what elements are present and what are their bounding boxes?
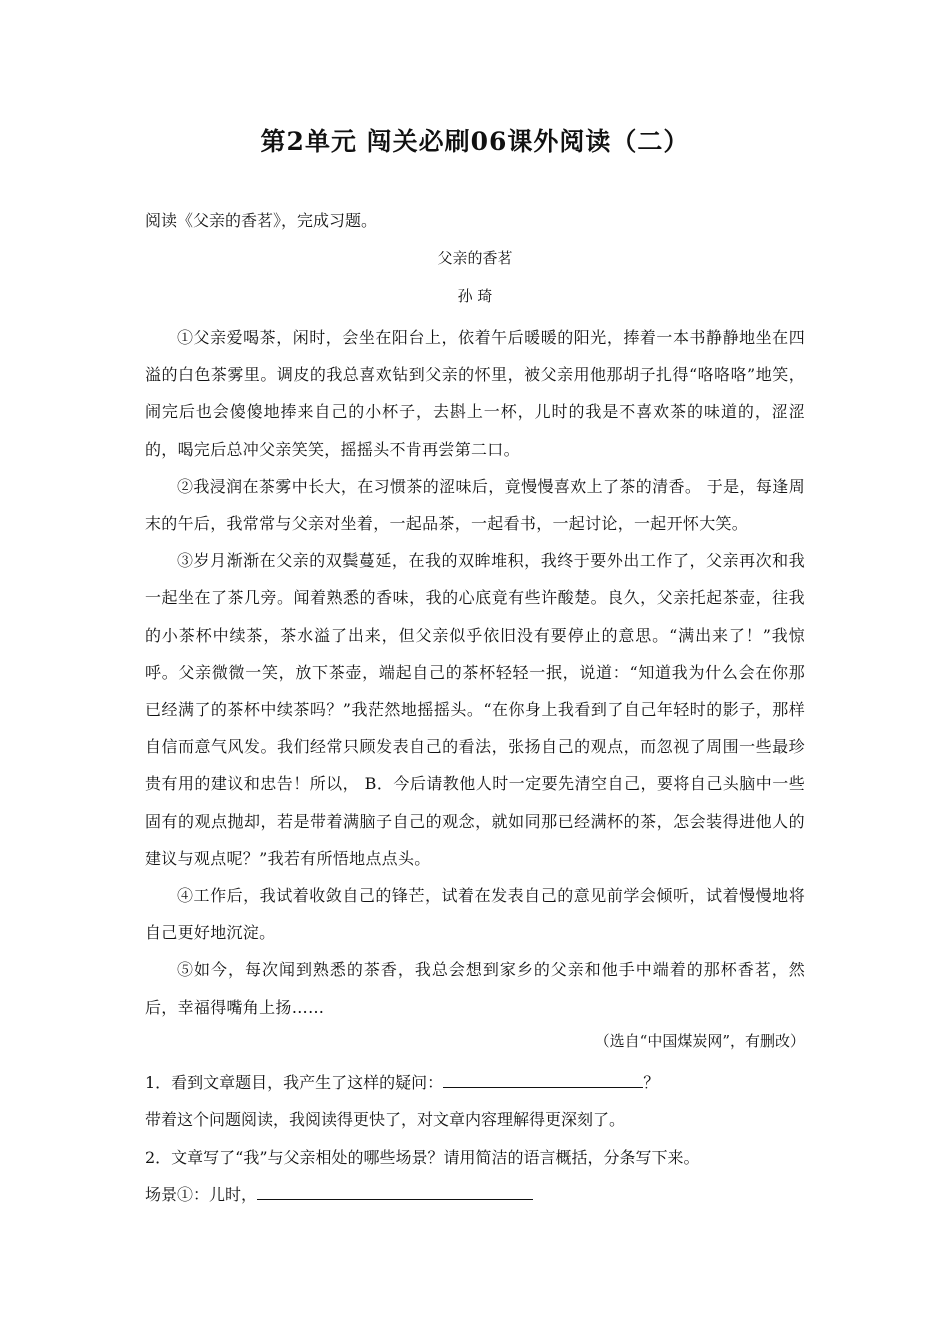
scene-1-label: 场景①：儿时， bbox=[145, 1185, 258, 1204]
article-author: 孙 琦 bbox=[457, 287, 493, 305]
question-1-text: 1．看到文章题目，我产生了这样的疑问： bbox=[145, 1073, 444, 1092]
scene-1-line bbox=[145, 1182, 533, 1205]
page-title: 第2单元 闯关必刷06课外阅读（二） bbox=[260, 127, 690, 156]
article-source: （选自“中国煤炭网”，有删改） bbox=[594, 1032, 805, 1050]
article-paragraph-4: ④工作后，我试着收敛自己的锋芒，试着在发表自己的意见前学会倾听，试着慢慢地将自己更好地沉淀。 bbox=[145, 886, 805, 943]
reading-instruction: 阅读《父亲的香茗》，完成习题。 bbox=[145, 211, 378, 230]
scene-1-answer-blank[interactable] bbox=[257, 1183, 533, 1200]
article-paragraph-5: ⑤如今，每次闻到熟悉的茶香，我总会想到家乡的父亲和他手中端着的那杯香茗，然后，幸福得嘴角上扬…… bbox=[145, 960, 805, 1017]
question-1-suffix: ？ bbox=[643, 1073, 660, 1092]
question-2: 2．文章写了“我”与父亲相处的哪些场景？请用简洁的语言概括，分条写下来。 bbox=[145, 1148, 700, 1167]
article-paragraph-1: ①父亲爱喝茶，闲时，会坐在阳台上，依着午后暖暖的阳光，捧着一本书静静地坐在四溢的白色茶雾里。调皮的我总喜欢钻到父亲的怀里，被父亲用他那胡子扎得“咯咯咯”地笑，闹完后也会傻傻地捧来自己的小杯子，去斟上一杯，儿时的我是不喜欢茶的味道的，涩涩的，喝完后总冲父亲笑笑，摇摇头不肯再尝第二口。 bbox=[145, 328, 805, 459]
article-paragraph-3: ③岁月渐渐在父亲的双鬓蔓延，在我的双眸堆积，我终于要外出工作了，父亲再次和我一起坐在了茶几旁。闻着熟悉的香味，我的心底竟有些许酸楚。良久，父亲托起茶壶，往我的小茶杯中续茶，茶水溢了出来，但父亲似乎依旧没有要停止的意思。“满出来了！”我惊呼。父亲微微一笑，放下茶壶，端起自己的茶杯轻轻一抿，说道：“知道我为什么会在你那已经满了的茶杯中续茶吗？”我茫然地摇摇头。“在你身上我看到了自己年轻时的影子，那样自信而意气风发。我们经常只顾发表自己的看法，张扬自己的观点，而忽视了周围一些最珍贵有用的建议和忠告！所以， B．今后请教他人时一定要先清空自己，要将自己头脑中一些固有的观点抛却，若是带着满脑子自己的观念，就如同那已经满杯的茶，怎会装得进他人的建议与观点呢？”我若有所悟地点点头。 bbox=[145, 551, 805, 868]
article-title: 父亲的香茗 bbox=[437, 249, 513, 267]
article-body bbox=[145, 319, 805, 1026]
article-paragraph-2: ②我浸润在茶雾中长大，在习惯茶的涩味后，竟慢慢喜欢上了茶的清香。 于是，每逢周末的午后，我常常与父亲对坐着，一起品茶，一起看书，一起讨论，一起开怀大笑。 bbox=[145, 476, 805, 534]
question-1-followup: 带着这个问题阅读，我阅读得更快了，对文章内容理解得更深刻了。 bbox=[145, 1110, 626, 1129]
question-1-answer-blank[interactable] bbox=[443, 1071, 643, 1088]
question-1 bbox=[145, 1070, 659, 1093]
